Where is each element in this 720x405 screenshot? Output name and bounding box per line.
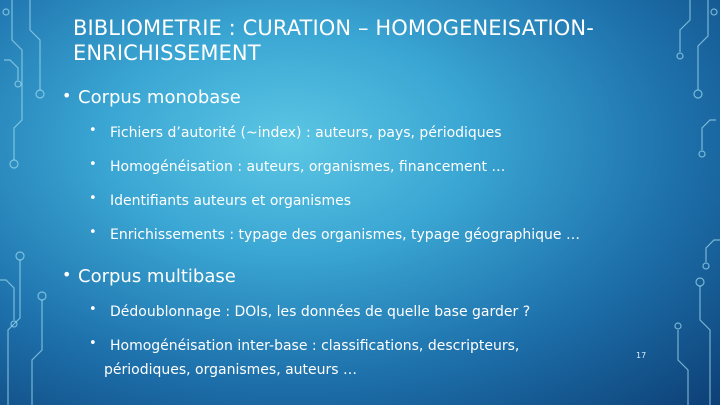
list-item [62,225,692,245]
list-item [62,157,692,177]
page-number: 17 [636,351,647,360]
list-item-text: Fichiers d’autorité (~index) : auteurs, pays, périodiques [110,125,502,141]
list-item [62,302,692,322]
circuit-decoration-left [0,0,60,405]
bullet-icon: • [89,123,97,138]
list-item [62,336,692,380]
slide-title: BIBLIOMETRIE : CURATION – HOMOGENEISATION-ENRICHISSEMENT [73,16,594,65]
bullet-icon: • [89,336,97,351]
bullet-icon: • [89,302,97,317]
section-corpus-multibase [62,265,692,289]
section-corpus-monobase [62,86,692,110]
list-item-text: Homogénéisation inter-base : classifications, descripteurs, [110,338,520,354]
list-item-text: Homogénéisation : auteurs, organismes, financement … [110,159,506,175]
list-item-text: Identifiants auteurs et organismes [110,193,352,209]
list-item-text-continuation: périodiques, organismes, auteurs … [104,362,358,378]
slide-content [62,86,692,380]
section-label: Corpus multibase [78,266,236,287]
bullet-icon: • [89,157,97,172]
list-item-text: Enrichissements : typage des organismes, typage géographique … [110,227,580,243]
bullet-icon: • [89,191,97,206]
list-item [62,191,692,211]
list-item [62,123,692,143]
bullet-icon: • [62,265,72,284]
bullet-icon: • [62,86,72,105]
bullet-icon: • [89,225,97,240]
section-label: Corpus monobase [78,87,241,108]
list-item-text: Dédoublonnage : DOIs, les données de quelle base garder ? [110,304,531,320]
